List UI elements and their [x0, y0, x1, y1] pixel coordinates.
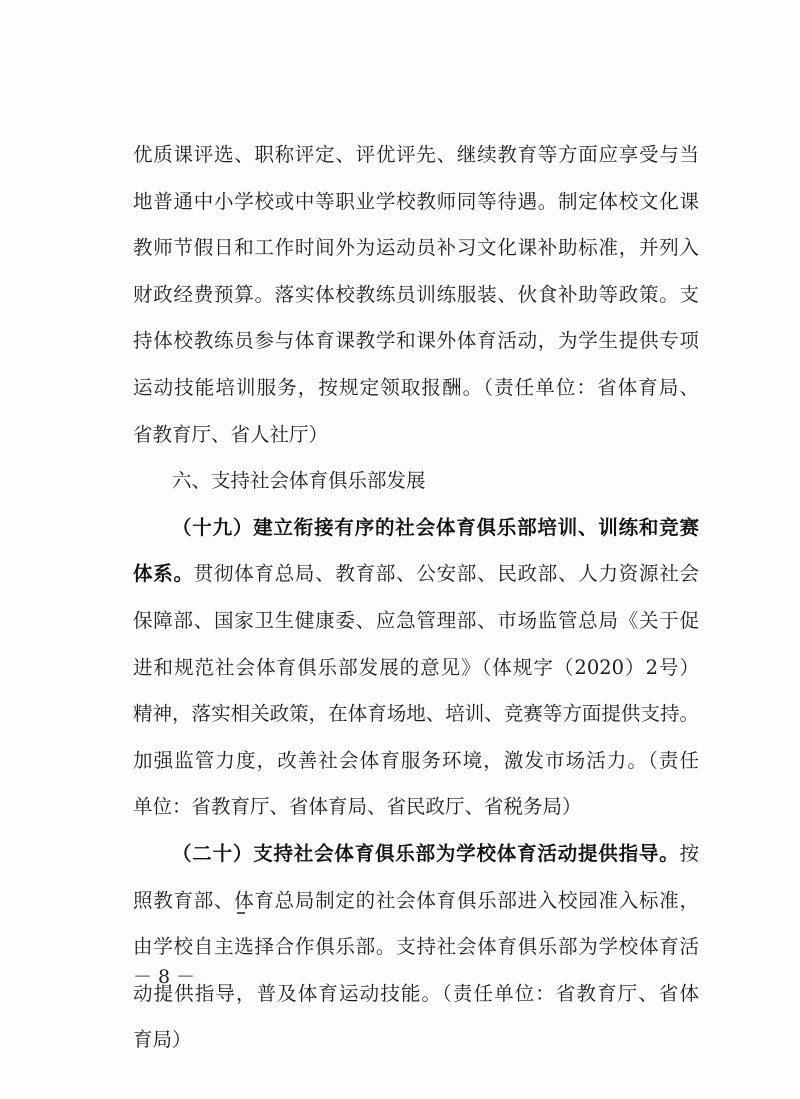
item-19-line: [133, 551, 699, 598]
paragraph-line: 财政经费预算。落实体校教练员训练服装、伙食补助等政策。支: [133, 282, 699, 306]
item-20-line: 动提供指导，普及体育运动技能。（责任单位：省教育厅、省体: [133, 981, 699, 1005]
paragraph-line: 优质课评选、职称评定、评优评先、继续教育等方面应享受与当: [133, 143, 699, 166]
item-19-line: 精神，落实相关政策，在体育场地、培训、竞赛等方面提供支持。: [133, 702, 699, 726]
item-19-body: 贯彻体育总局、教育部、公安部、民政部、人力资源社会: [193, 562, 699, 586]
scan-mark: [237, 912, 245, 914]
document-body: [133, 132, 699, 1064]
paragraph-line: 运动技能培训服务，按规定领取报酬。（责任单位：省体育局、: [133, 375, 699, 399]
page-number: － 8 －: [133, 966, 196, 988]
paragraph-line: 持体校教练员参与体育课教学和课外体育活动，为学生提供专项: [133, 329, 699, 353]
item-19-line: 进和规范社会体育俱乐部发展的意见》（体规字（2020）2号）: [133, 655, 699, 679]
paragraph-line: 教师节假日和工作时间外为运动员补习文化课补助标准，并列入: [133, 236, 699, 260]
item-19-title-end: 体系。: [133, 562, 194, 586]
item-19-title: （十九）建立衔接有序的社会体育俱乐部培训、训练和竞赛: [172, 515, 699, 539]
item-20-title: （二十）支持社会体育俱乐部为学校体育活动提供指导。: [172, 841, 680, 865]
item-20-title-tail: 按: [679, 841, 699, 865]
section-heading: 六、支持社会体育俱乐部发展: [172, 469, 426, 493]
item-20-line: 照教育部、体育总局制定的社会体育俱乐部进入校园准入标准，: [133, 888, 699, 912]
item-19-line: 保障部、国家卫生健康委、应急管理部、市场监管总局《关于促: [133, 608, 699, 632]
paragraph-line: 地普通中小学校或中等职业学校教师同等待遇。制定体校文化课: [133, 189, 699, 213]
item-19-line: 加强监管力度，改善社会体育服务环境，激发市场活力。（责任: [133, 748, 699, 772]
item-20-line: [133, 831, 699, 878]
item-20-line: 由学校自主选择合作俱乐部。支持社会体育俱乐部为学校体育活: [133, 935, 699, 959]
item-20-line: 育局）: [133, 1028, 192, 1052]
item-19-line: 单位：省教育厅、省体育局、省民政厅、省税务局）: [133, 795, 582, 819]
paragraph-line: 省教育厅、省人社厅）: [133, 422, 329, 446]
